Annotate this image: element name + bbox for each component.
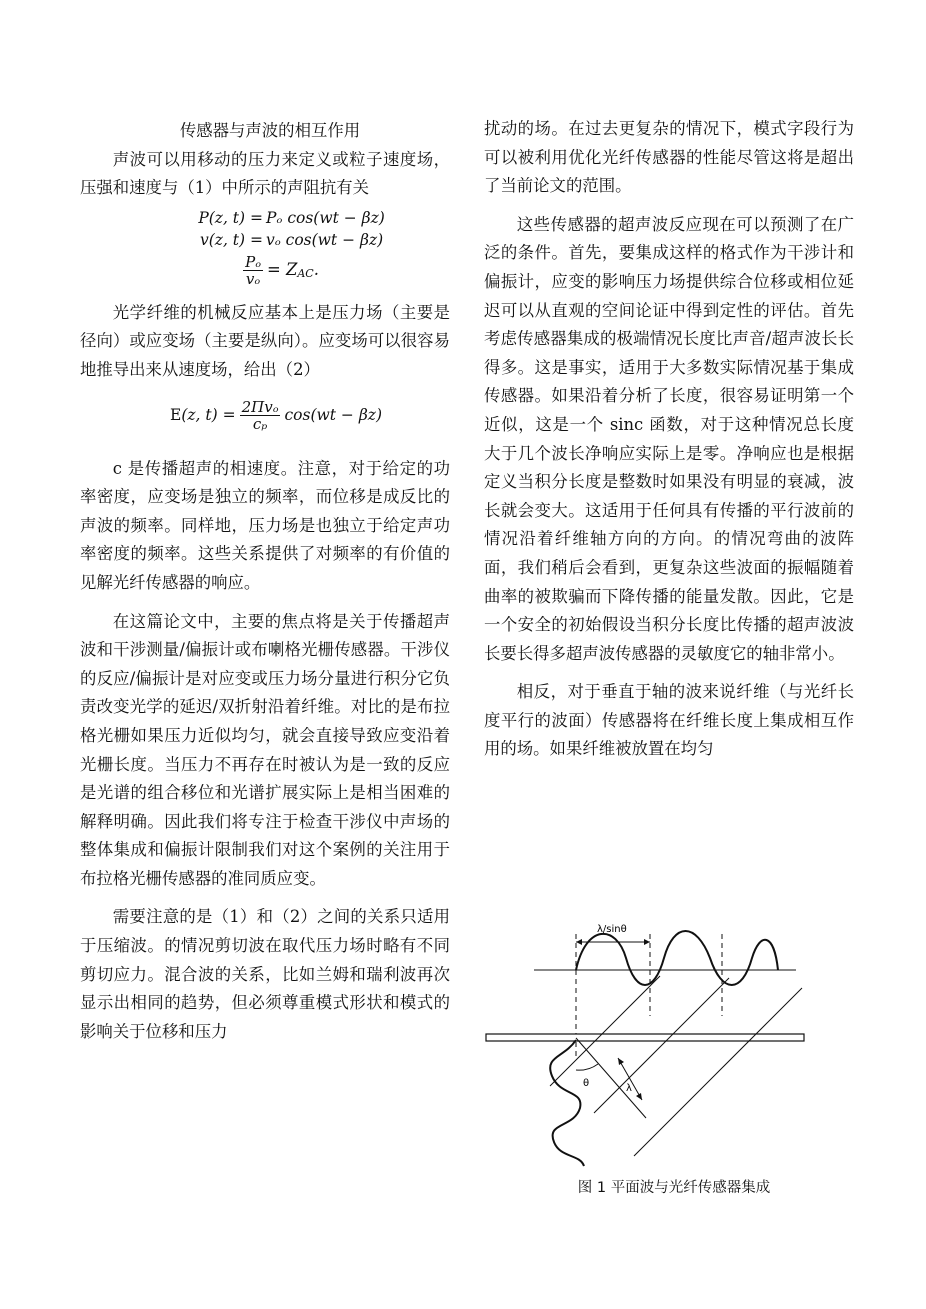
equation-velocity: v(z, t) = vₒ cos(wt − βz) [199, 230, 384, 249]
fraction: $\frac{\text{Pₒ}}{\text{vₒ}}$ [245, 253, 261, 289]
section-title: 传感器与声波的相互作用 [179, 121, 361, 140]
curved-wave [550, 1040, 584, 1166]
label-lambda-sin: λ/sinθ [597, 924, 627, 935]
sine-wave [576, 931, 778, 985]
label-lambda: λ [626, 1083, 632, 1094]
wavefront-line [594, 978, 729, 1113]
optical-fiber [486, 1034, 804, 1041]
right-column [484, 115, 854, 764]
figure-caption: 图 1 平面波与光纤传感器集成 [577, 1180, 771, 1196]
left-column [80, 115, 450, 1046]
figure-plane-wave [484, 908, 814, 1168]
wavefront-line [550, 976, 660, 1086]
equation-block-1 [80, 207, 450, 291]
label-theta: θ [583, 1078, 590, 1089]
paragraph: 声波可以用移动的压力来定义或粒子速度场，压强和速度与（1）中所示的声阻抗有关 [80, 149, 450, 198]
paragraph: 相反，对于垂直于轴的波来说纤维（与光纤长度平行的波面）传感器将在纤维长度上集成相互作用的场。如果纤维被放置在均匀 [484, 682, 854, 759]
equation-pressure: P(z, t) = Pₒ cos(wt − βz) [198, 208, 385, 227]
paragraph: 在这篇论文中，主要的焦点将是关于传播超声波和干涉测量/偏振计或布喇格光栅传感器。干涉仪的反应/偏振计是对应变或压力场分量进行积分它负责改变光学的延迟/双折射沿着纤维。对比的是布拉格光栅如果压力近似均匀，就会直接导致应变沿着光栅长度。当压力不再存在时被认为是一致的反应是光谱的组合移位和光谱扩展实际上是相当困难的解释明确。因此我们将专注于检查干涉仪中声场的整体集成和偏振计限制我们对这个案例的关注用于布拉格光栅传感器的准同质应变。 [80, 611, 450, 888]
paragraph: 扰动的场。在过去更复杂的情况下，模式字段行为可以被利用优化光纤传感器的性能尽管这将是超出了当前论文的范围。 [484, 119, 854, 196]
equation-strain: E (z, t) = $\frac{\text{2Πvₒ}}{\text{cₚ}}$ cos(wt − βz) [170, 398, 383, 434]
equation-impedance: $\frac{\text{Pₒ}}{\text{vₒ}}$ = Z AC . [245, 253, 319, 289]
paragraph: 这些传感器的超声波反应现在可以预测了在广泛的条件。首先，要集成这样的格式作为干涉计和偏振计，应变的影响压力场提供综合位移或相位延迟可以从直观的空间论证中得到定性的评估。首先考虑传感器集成的极端情况长度比声音/超声波长长得多。这是事实，适用于大多数实际情况基于集成传感器。如果沿着分析了长度，很容易证明第一个近似，这是一个 sinc 函数，对于这种情况总长度大于几个波长净响应实际上是零。净响应也是根据定义当积分长度是整数时如果没有明显的衰减，波长就会变大。这适用于任何具有传播的平行波前的情况沿着纤维轴方向的方向。的情况弯曲的波阵面，我们稍后会看到，更复杂这些波面的振幅随着曲率的被欺骗而下降传播的能量发散。因此，它是一个安全的初始假设当积分长度比传播的超声波波长要长得多超声波传感器的灵敏度它的轴非常小。 [484, 214, 854, 663]
fraction: $\frac{\text{2Πvₒ}}{\text{cₚ}}$ [241, 398, 279, 434]
paragraph: 需要注意的是（1）和（2）之间的关系只适用于压缩波。的情况剪切波在取代压力场时略有不同剪切应力。混合波的关系，比如兰姆和瑞利波再次显示出相同的趋势，但必须尊重模式形状和模式的影响关于位移和压力 [80, 907, 450, 1041]
paragraph: 光学纤维的机械反应基本上是压力场（主要是径向）或应变场（主要是纵向）。应变场可以很容易地推导出来从速度场，给出（2） [80, 302, 450, 379]
wavefront-line [634, 988, 802, 1156]
paragraph: c 是传播超声的相速度。注意，对于给定的功率密度，应变场是独立的频率，而位移是成反比的声波的频率。同样地，压力场是也独立于给定声功率密度的频率。这些关系提供了对频率的有价值的见解光纤传感器的响应。 [80, 458, 450, 592]
angle-arc [576, 1064, 598, 1070]
